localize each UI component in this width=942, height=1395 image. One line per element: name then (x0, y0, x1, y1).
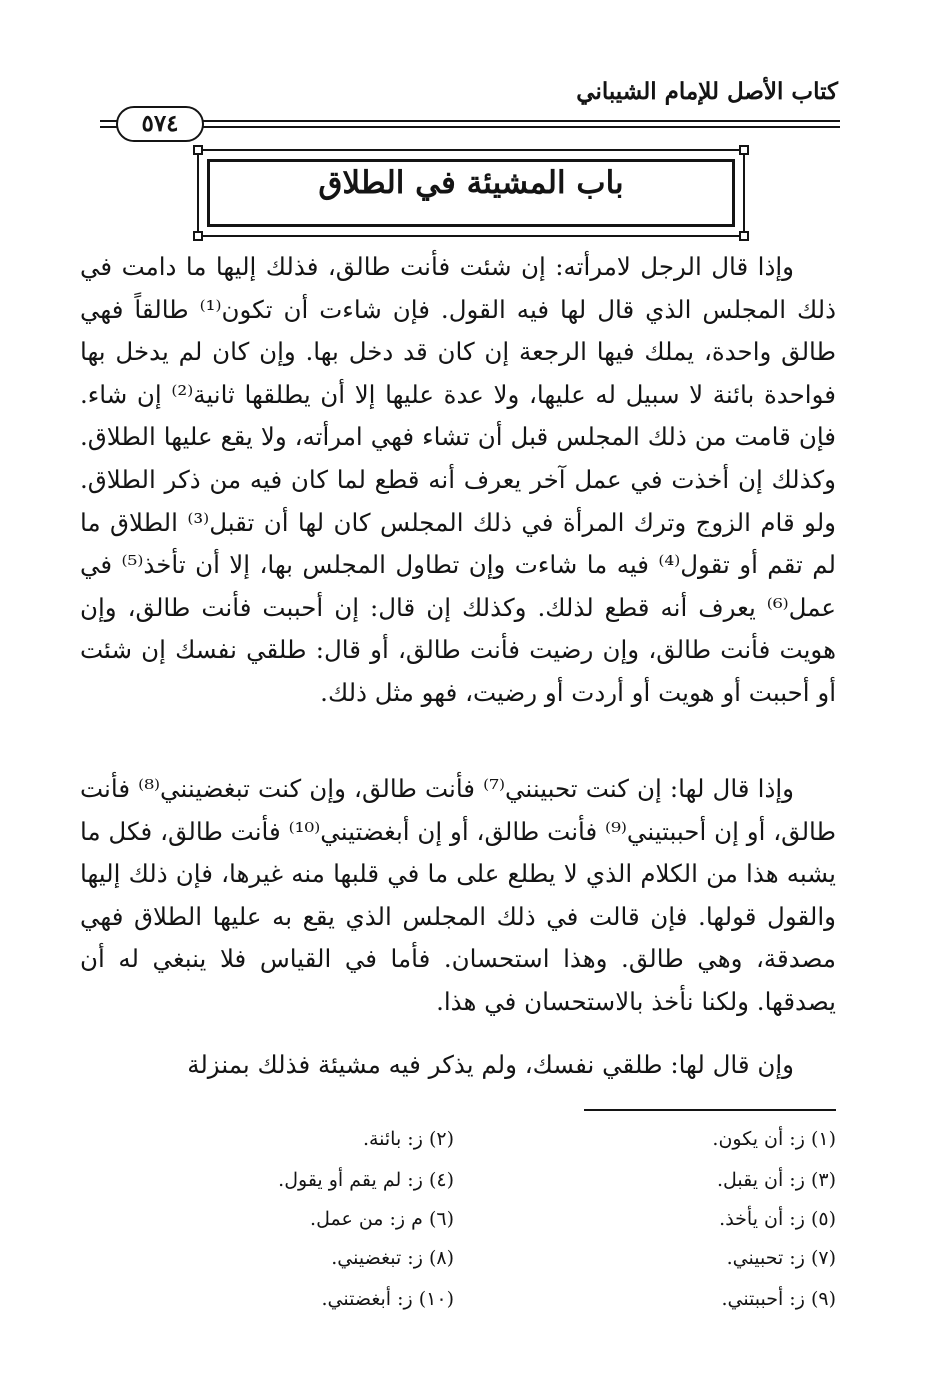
footnote-text: ز: أبغضتني. (321, 1288, 413, 1310)
paragraph-text: وإذا قال لها: إن كنت تحبينني⁽⁷⁾ فأنت طالق، وإن كنت تبغضينني⁽⁸⁾ فأنت طالق، أو إن أحببتيني⁽⁹⁾ فأنت طالق، أو إن أبغضتيني⁽¹⁰⁾ فأنت طالق، فكل ما يشبه هذا من الكلام الذي لا يطلع على ما في قلبها منه غيرها، فإن ذلك إليها والقول قولها. فإن قالت في ذلك المجلس الذي يقع به عليها الطلاق فهي مصدقة، وهي طالق. وهذا استحسان. فأما في القياس فلا ينبغي له أن يصدقها. ولكنا نأخذ بالاستحسان في هذا. (80, 774, 836, 1016)
footnote-item (717, 1167, 836, 1193)
frame-corner-ornament (739, 231, 749, 241)
footnote-text: ز: أن يأخذ. (719, 1208, 805, 1230)
footnote-number: (٢) (428, 1128, 454, 1150)
footnote-number: (٨) (428, 1247, 454, 1269)
footnote-number: (١٠) (418, 1288, 454, 1310)
footnote-item (322, 1286, 454, 1312)
running-title: كتاب الأصل للإمام الشيباني (576, 78, 838, 105)
frame-corner-ornament (739, 145, 749, 155)
footnote-item (278, 1167, 454, 1193)
frame-corner-ornament (193, 145, 203, 155)
footnote-number: (٩) (810, 1288, 836, 1310)
header-rule (100, 120, 840, 122)
footnote-text: ز: أحببتني. (721, 1288, 805, 1310)
footnote-separator (584, 1109, 836, 1111)
body-paragraph (80, 1044, 836, 1087)
body-paragraph (80, 246, 836, 715)
footnote-number: (٦) (428, 1208, 454, 1230)
footnote-number: (٣) (810, 1169, 836, 1191)
footnote-number: (٤) (428, 1169, 454, 1191)
chapter-title-frame (197, 149, 745, 237)
footnote-item (363, 1126, 454, 1152)
footnote-text: م ز: من عمل. (310, 1208, 423, 1230)
footnote-text: ز: بائنة. (362, 1128, 423, 1150)
footnote-text: ز: تبغضيني. (331, 1247, 423, 1269)
footnote-item (721, 1286, 836, 1312)
footnote-item (727, 1245, 836, 1271)
footnote-text: ز: لم يقم أو يقول. (278, 1169, 423, 1191)
header-rule (100, 126, 840, 128)
paragraph-text: وإن قال لها: طلقي نفسك، ولم يذكر فيه مشيئة فذلك بمنزلة (187, 1050, 794, 1079)
footnote-number: (١) (810, 1128, 836, 1150)
footnote-text: ز: أن يقبل. (716, 1169, 805, 1191)
footnote-number: (٥) (810, 1208, 836, 1230)
page-number: ٥٧٤ (116, 106, 204, 142)
frame-corner-ornament (193, 231, 203, 241)
footnote-item (310, 1206, 454, 1232)
body-paragraph (80, 768, 836, 1024)
footnote-number: (٧) (810, 1247, 836, 1269)
footnote-item (712, 1126, 836, 1152)
footnote-text: ز: أن يكون. (712, 1128, 805, 1150)
footnote-text: ز: تحبيني. (726, 1247, 805, 1269)
paragraph-text: وإذا قال الرجل لامرأته: إن شئت فأنت طالق، فذلك إليها ما دامت في ذلك المجلس الذي قال لها فيه القول. فإن شاءت أن تكون⁽¹⁾ طالقاً فهي طالق واحدة، يملك فيها الرجعة إن كان قد دخل بها. وإن كان لم يدخل بها فواحدة بائنة لا سبيل له عليها، ولا عدة عليها إلا أن يطلقها ثانية⁽²⁾ إن شاء. فإن قامت من ذلك المجلس قبل أن تشاء فهي امرأته، ولا يقع عليها الطلاق. وكذلك إن أخذت في عمل آخر يعرف أنه قطع لما كان فيه من ذكر الطلاق. ولو قام الزوج وترك المرأة في ذلك المجلس كان لها أن تقبل⁽³⁾ الطلاق ما لم تقم أو تقول⁽⁴⁾ فيه ما شاءت وإن تطاول المجلس بها، إلا أن تأخذ⁽⁵⁾ في عمل⁽⁶⁾ يعرف أنه قطع لذلك. وكذلك إن قال: إن أحببت فأنت طالق، وإن هويت فأنت طالق، وإن رضيت فأنت طالق، أو قال: طلقي نفسك إن شئت أو أحببت أو هويت أو أردت أو رضيت، فهو مثل ذلك. (80, 252, 837, 707)
footnote-item (719, 1206, 836, 1232)
footnote-item (331, 1245, 454, 1271)
chapter-title: باب المشيئة في الطلاق (318, 165, 624, 201)
